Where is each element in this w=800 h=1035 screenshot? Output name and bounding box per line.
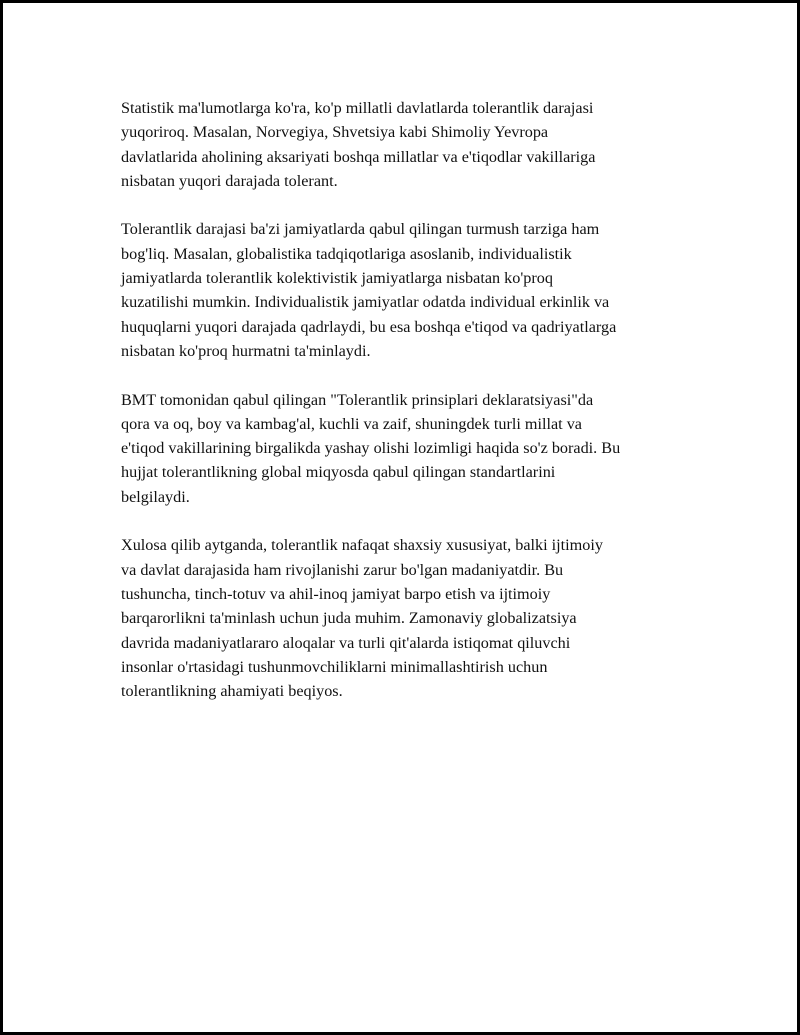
text-line: davlatlarida aholining aksariyati boshqa millatlar va e'tiqodlar vakillariga bbox=[121, 147, 596, 166]
text-line: nisbatan yuqori darajada tolerant. bbox=[121, 171, 338, 190]
text-line: tushuncha, tinch-totuv va ahil-inoq jamiyat barpo etish va ijtimoiy bbox=[121, 584, 551, 603]
paragraph-1 bbox=[121, 96, 696, 193]
text-line: huquqlarni yuqori darajada qadrlaydi, bu esa boshqa e'tiqod va qadriyatlarga bbox=[121, 317, 617, 336]
text-line: belgilaydi. bbox=[121, 487, 190, 506]
text-line: va davlat darajasida ham rivojlanishi zarur bo'lgan madaniyatdir. Bu bbox=[121, 560, 564, 579]
paragraph-3 bbox=[121, 388, 696, 509]
text-line: yuqoriroq. Masalan, Norvegiya, Shvetsiya kabi Shimoliy Yevropa bbox=[121, 123, 549, 142]
text-line: barqarorlikni ta'minlash uchun juda muhim. Zamonaviy globalizatsiya bbox=[121, 609, 577, 628]
text-line: jamiyatlarda tolerantlik kolektivistik jamiyatlarga nisbatan ko'proq bbox=[121, 269, 553, 288]
text-line: qora va oq, boy va kambag'al, kuchli va zaif, shuningdek turli millat va bbox=[121, 414, 582, 433]
text-line: kuzatilishi mumkin. Individualistik jamiyatlar odatda individual erkinlik va bbox=[121, 293, 610, 312]
text-line: davrida madaniyatlararo aloqalar va turli qit'alarda istiqomat qiluvchi bbox=[121, 633, 571, 652]
text-line: BMT tomonidan qabul qilingan "Tolerantlik prinsiplari deklaratsiyasi"da bbox=[121, 390, 594, 409]
text-line: bog'liq. Masalan, globalistika tadqiqotlariga asoslanib, individualistik bbox=[121, 244, 572, 263]
text-line: Xulosa qilib aytganda, tolerantlik nafaqat shaxsiy xususiyat, balki ijtimoiy bbox=[121, 536, 603, 555]
document-body bbox=[121, 96, 696, 728]
text-line: Tolerantlik darajasi ba'zi jamiyatlarda qabul qilingan turmush tarziga ham bbox=[121, 220, 600, 239]
text-line: insonlar o'rtasidagi tushunmovchiliklarni minimallashtirish uchun bbox=[121, 657, 548, 676]
paragraph-4 bbox=[121, 533, 696, 703]
text-line: tolerantlikning ahamiyati beqiyos. bbox=[121, 682, 343, 701]
text-line: hujjat tolerantlikning global miqyosda qabul qilingan standartlarini bbox=[121, 463, 556, 482]
text-line: nisbatan ko'proq hurmatni ta'minlaydi. bbox=[121, 341, 371, 360]
text-line: e'tiqod vakillarining birgalikda yashay olishi lozimligi haqida so'z boradi. Bu bbox=[121, 439, 621, 458]
paragraph-2 bbox=[121, 217, 696, 363]
text-line: Statistik ma'lumotlarga ko'ra, ko'p millatli davlatlarda tolerantlik darajasi bbox=[121, 99, 594, 117]
